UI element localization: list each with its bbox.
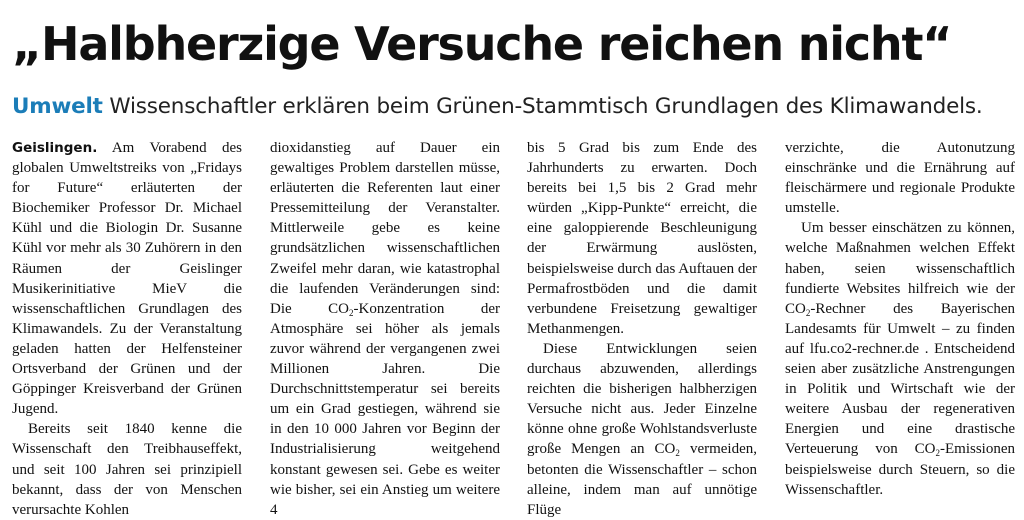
paragraph-3-text-b: vermeiden, betonten die Wissenschaftler – schon alleine, indem man auf unnötige Flüge: [527, 441, 757, 518]
paragraph-4-text-b: -Rechner des Bayerischen Landesamts für Umwelt – zu finden auf lfu.co2-rechner.de . Entscheidend seien aber zusätzliche Anstrengungen in Politik und Wirtschaft wie der weitere Ausbau der regenerativen Energien und eine drastische Verteuerung von CO: [785, 300, 1015, 458]
co2-subscript: 2: [805, 307, 811, 318]
paragraph-2-col2-text: dioxidanstieg auf Dauer ein gewaltiges Problem darstellen müsse, erläuterten die Referenten laut einer Pressemitteilung der Veranstalter. Mittlerweile gebe es keine grundsätzlichen wissenschaftlichen Zweifel mehr daran, wie katastrophal die laufenden Veränderungen sind: Die CO: [270, 140, 500, 317]
paragraph-4-text: Um besser einschätzen zu können, welche Maßnahmen welchen Effekt haben, seien wissenschaftlich fundierte Websites hilfreich wie der CO: [785, 220, 1015, 317]
rubric-label: Umwelt: [12, 94, 103, 119]
paragraph-2-col3-text: bis 5 Grad bis zum Ende des Jahrhunderts zu erwarten. Doch bereits bei 1,5 bis 2 Grad mehr würden „Kipp-Punkte“ erreicht, die eine galoppierende Beschleunigung der Erwärmung auslösten, beispielsweise durch das Auftauen der Permafrostböden und die damit verbundene Freisetzung gewaltiger Methanmengen.: [527, 140, 757, 337]
teaser-text: Wissenschaftler erklären beim Grünen-Stammtisch Grundlagen des Klimawandels.: [109, 94, 983, 119]
paragraph-2-col1-text: Bereits seit 1840 kenne die Wissenschaft den Treibhauseffekt, und seit 100 Jahren sei prinzipiell bekannt, dass der von Menschen verursachte Kohlen: [12, 421, 242, 518]
dateline: Geislingen.: [12, 140, 98, 156]
article-column-3: [527, 138, 757, 520]
paragraph-3-text: Diese Entwicklungen seien durchaus abzuwenden, allerdings reichten die bisherigen halbherzigen Versuche nicht aus. Jeder Einzelne könne ohne große Wohlstandsverluste große Mengen an CO: [527, 340, 757, 458]
co2-subscript: 2: [349, 307, 354, 318]
co2-subscript: 2: [675, 448, 680, 459]
paragraph-1-text: Am Vorabend des globalen Umweltstreiks von „Fridays for Future“ erläuterten der Biochemiker Professor Dr. Michael Kühl und die Biologin Dr. Susanne Kühl vor mehr als 30 Zuhörern in den Räumen der Geislinger Musikerinitiative MieV die wissenschaftlichen Grundlagen des Klimawandels. Zu der Veranstaltung geladen hatten der Helfensteiner Ortsverband der Grünen und der Göppinger Kreisverband der Grünen Jugend.: [12, 140, 242, 418]
paragraph-2-col2-text-b: -Konzentration der Atmosphäre sei höher als jemals zuvor während der vergangenen zwei Millionen Jahren. Die Durchschnittstemperatur sei bereits um ein Grad gestiegen, während sie in den 10 000 Jahren vor Beginn der Industrialisierung weitgehend konstant gewesen sei. Gebe es weiter wie bisher, sei ein Anstieg um weitere 4: [270, 300, 501, 518]
co2-subscript: 2: [935, 448, 940, 459]
subheadline: [12, 92, 1017, 122]
article-column-4: [785, 138, 1015, 500]
paragraph-2-part-3: [527, 138, 757, 339]
headline: „Halbherzige Versuche reichen nicht“: [12, 17, 952, 71]
article-column-2: [270, 138, 500, 520]
paragraph-2-part-2: [270, 138, 500, 520]
paragraph-3-part-1: [527, 339, 757, 520]
paragraph-2-part-1: [12, 419, 242, 519]
paragraph-3-col4-text: verzichte, die Autonutzung einschränke und die Ernährung auf fleischärmere und regionale Produkte umstelle.: [785, 140, 1015, 217]
paragraph-3-part-2: [785, 138, 1015, 218]
paragraph-4-text-c: -Emissionen beispielsweise durch Steuern, so die Wissenschaftler.: [785, 441, 1015, 498]
paragraph-4: [785, 218, 1015, 499]
paragraph-1: [12, 138, 242, 419]
article-column-1: [12, 138, 242, 520]
